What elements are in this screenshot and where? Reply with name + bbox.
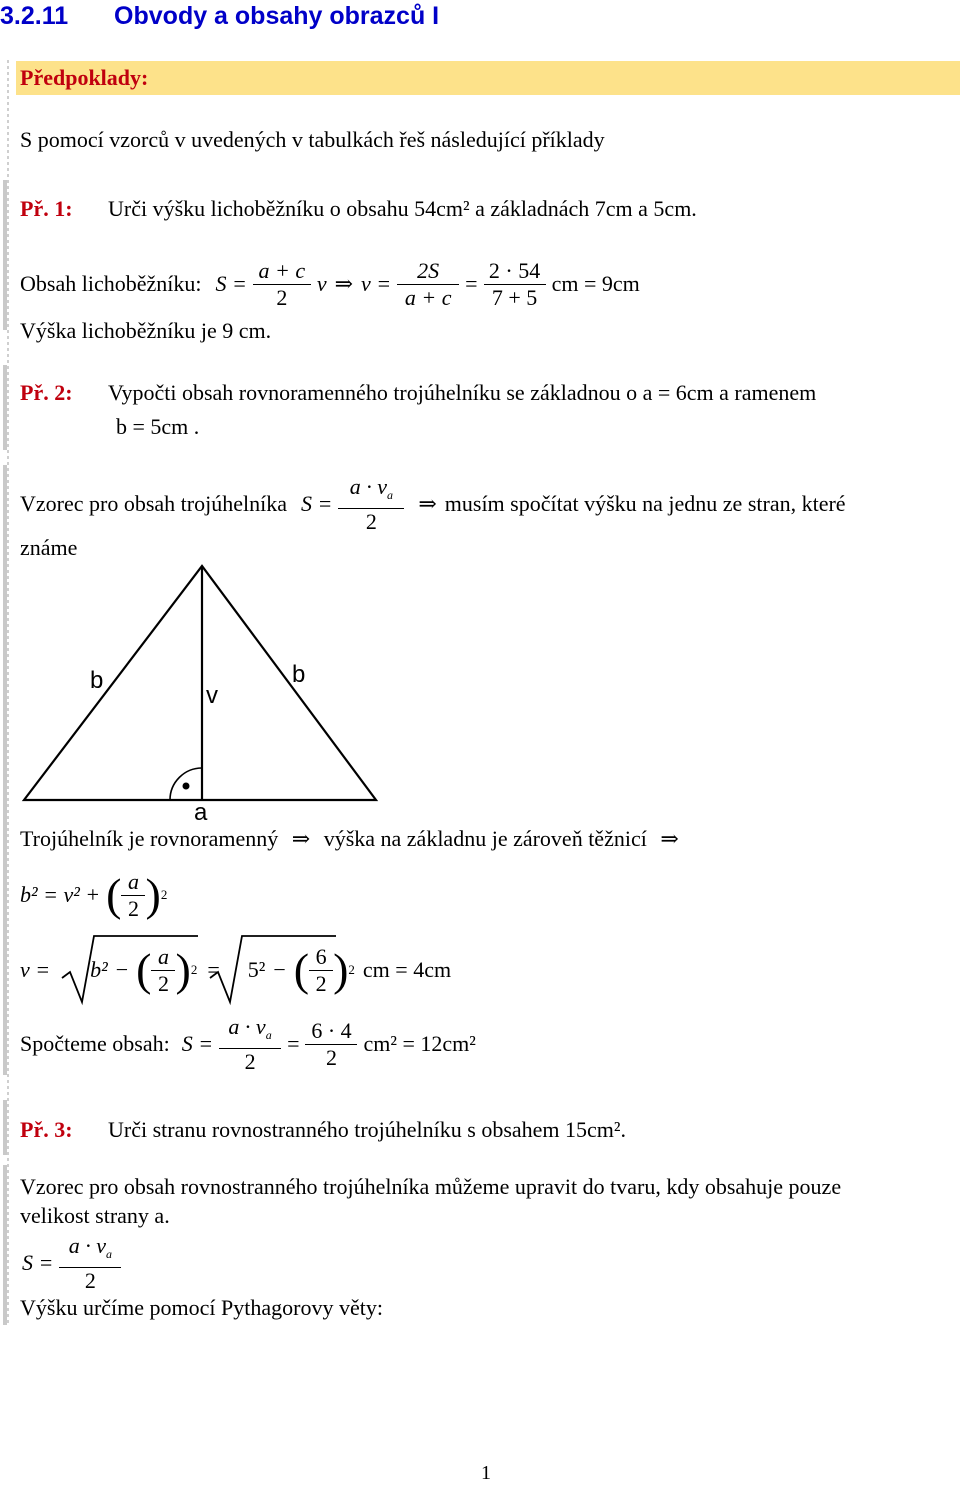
sqrt-sign-2 [208,932,343,1004]
ex1-f2-den: a + c [404,284,452,310]
ex2-formula-den: 2 [365,508,377,534]
ex2-formula-frac [338,474,404,535]
ex1-f2-num: 2S [397,258,459,285]
ex1-f2-lhs: v = [361,271,392,296]
ex2-vcalc-frac1-den: 2 [157,970,169,996]
ex2-pyth-lhs: b² = v² + [20,882,101,907]
section-title [0,2,439,31]
margin-bar-ex3b [3,1165,7,1325]
ex2-area-num2: 6 · 4 [305,1018,357,1045]
ex1-formula-row: Obsah lichoběžníku: S = $\frac{a + c}{2}$ v ⇒ v = $\frac{2S}{a + c}$ = $\frac{2 \cdot 54}{7 + 5}$ cm = 9cm [20,257,640,310]
ex1-f3-den: 7 + 5 [491,284,538,310]
ex2-formula-lhs: S = [300,491,333,516]
ex2-vcalc-exp2: 2 [348,962,355,977]
assumptions-bar [16,61,960,95]
ex1-f1-frac [253,258,311,311]
triangle-figure [0,560,420,825]
ex1-formula-label: Obsah lichoběžníku: [20,271,202,296]
ex2-area-den2: 2 [325,1044,337,1070]
ex2-area-lhs: S = [181,1031,214,1056]
implies-arrow-icon: ⇒ [291,826,311,851]
ex1-f1-lhs: S = [215,271,247,296]
ex1-label: Př. 1: [20,196,73,221]
ex3-formula-num-text: a · v [68,1232,106,1258]
ex2-vcalc-b2: b² [90,957,108,982]
ex2-pyth-frac-den: 2 [127,895,139,921]
ex3-formula-lhs: S = [22,1250,54,1275]
assumptions-text: S pomocí vzorců v uvedených v tabulkách řeš následující příklady [20,127,605,152]
ex1-f1-num: a + c [253,258,311,285]
ex2-task-line2: b = 5cm . [116,414,200,439]
ex2-area-den1: 2 [244,1048,256,1074]
ex2-pyth-frac [121,869,145,922]
assumptions-label: Předpoklady: [20,65,149,90]
triangle-label-right: b [292,661,306,688]
ex2-pyth-frac-num: a [121,869,145,896]
margin-bar-ex1 [3,180,7,330]
ex1-answer: Výška lichoběžníku je 9 cm. [20,318,272,343]
triangle-shape [24,566,376,800]
ex1-f3-num: 2 · 54 [484,258,546,285]
ex2-pyth-row: b² = v² + ( $\frac{a}{2}$ ) 2 [20,868,168,921]
ex2-isosceles-row [20,826,687,852]
triangle-label-left: b [90,667,104,694]
ex2-vcalc-frac2-num: 6 [309,944,333,971]
ex2-pyth-exp: 2 [160,887,168,902]
ex3-formula-den: 2 [84,1267,96,1293]
ex2-isosceles-text: Trojúhelník je rovnoramenný [20,826,279,851]
implies-arrow-icon: ⇒ [418,491,437,516]
ex2-isosceles-mid: výška na základnu je zároveň těžnicí [323,826,647,851]
ex2-formula-row [20,474,846,534]
ex2-area-num1-text: a · v [228,1013,266,1039]
ex2-vcalc-frac2-den: 2 [315,970,327,996]
ex2-task-line1: Vypočti obsah rovnoramenného trojúhelníku se základnou o a = 6cm a ramenem [108,380,817,405]
ex1-f1-after: v [316,271,327,296]
ex3-label: Př. 3: [20,1117,73,1142]
implies-arrow-icon: ⇒ [334,271,354,296]
triangle-label-height: v [206,682,218,709]
ex2-label: Př. 2: [20,380,73,405]
triangle-label-base: a [194,799,208,825]
margin-bar-ex3 [3,1100,7,1155]
ex2-formula-num [338,474,404,509]
right-angle-dot [183,783,190,790]
ex3-last: Výšku určíme pomocí Pythagorovy věty: [20,1295,383,1320]
ex1-f2-frac [397,258,459,311]
ex3-formula-num [59,1233,121,1268]
sqrt-sign-1 [60,932,195,1004]
ex1-f1-den: 2 [276,284,288,310]
section-heading: Obvody a obsahy obrazců I [114,2,440,30]
page-number: 1 [481,1462,491,1484]
ex2-formula-outro: musím spočítat výšku na jednu ze stran, které [444,491,846,516]
ex2-vcalc-eq: = [207,957,220,982]
ex2-area-row: Spočteme obsah: S = $\frac{a \cdot v_a}{2}$ = $\frac{6 \cdot 4}{2}$ cm² = 12cm² [20,1013,476,1074]
ex3-para2: velikost strany a. [20,1203,170,1228]
ex2-formula-intro: Vzorec pro obsah trojúhelníka [20,491,287,516]
ex1-f3-frac [484,258,546,311]
ex3-task: Urči stranu rovnostranného trojúhelníku s obsahem 15cm². [108,1117,626,1142]
section-number: 3.2.11 [0,2,69,30]
margin-bar-ex2 [3,365,7,450]
ex2-area-num1-sub: a [265,1027,272,1042]
ex2-vcalc-exp1: 2 [190,962,198,977]
ex2-formula-cont: známe [20,535,78,560]
ex2-vcalc-result: cm = 4cm [362,957,452,982]
ex3-formula-row [22,1234,127,1292]
ex3-formula-frac [59,1233,121,1294]
ex2-area-label: Spočteme obsah: [20,1031,170,1056]
ex2-area-result: cm² = 12cm² [363,1031,476,1056]
ex2-formula-num-text: a · v [349,473,387,499]
ex1-f3-result: cm = 9cm [551,271,640,296]
ex2-area-frac1 [219,1014,281,1075]
ex2-formula-num-sub: a [386,487,393,502]
ex2-vcalc-row: v = b² − ( $\frac{a}{2}$ ) 2 = 5² − ( $\frac{6}{2}$ ) 2 cm = 4cm [20,930,451,1010]
ex2-vcalc-frac1-num: a [151,944,175,971]
ex2-area-num1 [219,1014,281,1049]
ex2-vcalc-lhs: v = [20,957,51,982]
ex3-formula-num-sub: a [105,1246,112,1261]
ex2-vcalc-five2: 5² [247,957,266,982]
ex2-area-frac2 [305,1018,357,1071]
implies-arrow-icon: ⇒ [660,826,679,851]
ex3-para1: Vzorec pro obsah rovnostranného trojúhelníka můžeme upravit do tvaru, kdy obsahuje pouze [20,1174,842,1199]
ex1-task: Urči výšku lichoběžníku o obsahu 54cm² a základnách 7cm a 5cm. [108,196,697,221]
